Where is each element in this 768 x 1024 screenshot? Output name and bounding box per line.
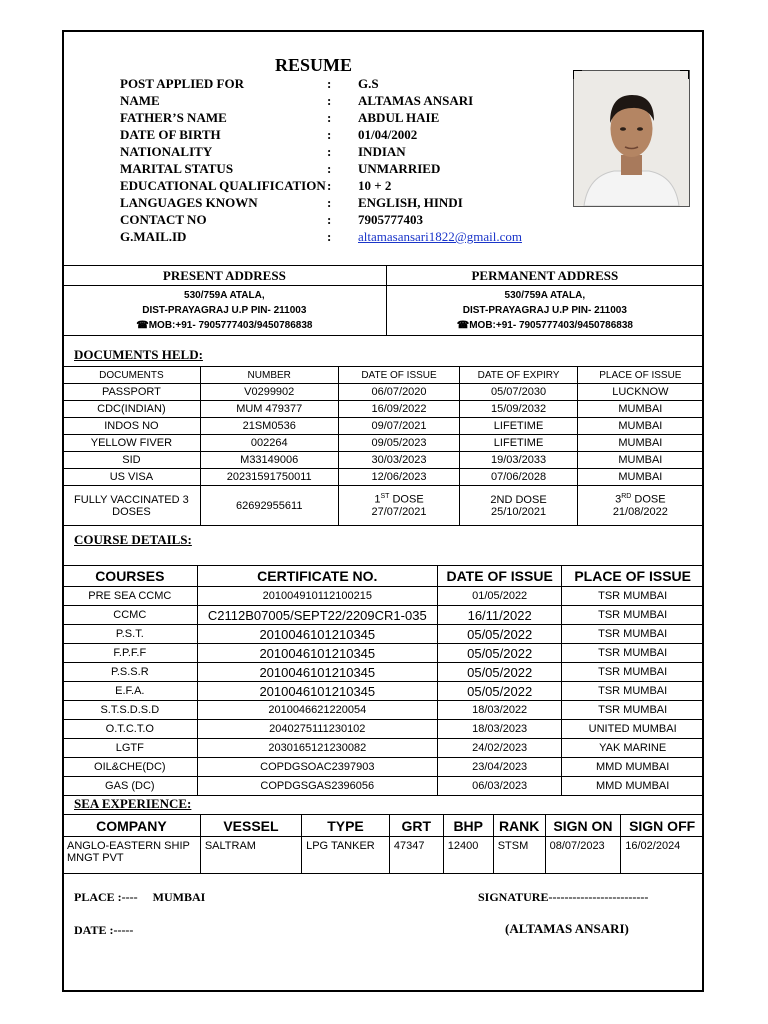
- table-header-cell: DATE OF ISSUE: [437, 566, 561, 587]
- documents-section-title: DOCUMENTS HELD:: [74, 347, 203, 362]
- table-header-cell: GRT: [389, 815, 443, 837]
- table-cell: OIL&CHE(DC): [63, 758, 198, 777]
- present-address-header: PRESENT ADDRESS: [63, 266, 387, 286]
- table-header-cell: RANK: [493, 815, 545, 837]
- table-cell: 12/06/2023: [338, 469, 460, 486]
- photo-corner-mark: [573, 70, 582, 79]
- table-row: [63, 739, 704, 758]
- table-cell: LIFETIME: [460, 435, 577, 452]
- address-table: [62, 265, 704, 336]
- table-cell: 30/03/2023: [338, 452, 460, 469]
- table-header-cell: PLACE OF ISSUE: [562, 566, 704, 587]
- table-cell: 05/05/2022: [437, 625, 561, 644]
- table-cell: 2030165121230082: [197, 739, 437, 758]
- table-cell: 05/05/2022: [437, 663, 561, 682]
- table-cell: 08/07/2023: [545, 837, 621, 874]
- table-cell: TSR MUMBAI: [562, 625, 704, 644]
- table-cell: 06/07/2020: [338, 384, 460, 401]
- table-cell: O.T.C.T.O: [63, 720, 198, 739]
- place-line: PLACE :---- MUMBAI: [74, 890, 206, 904]
- table-header-cell: SIGN OFF: [621, 815, 704, 837]
- table-header-cell: VESSEL: [200, 815, 301, 837]
- table-cell: 2ND DOSE 25/10/2021: [460, 486, 577, 526]
- table-cell: 3RD DOSE 21/08/2022: [577, 486, 703, 526]
- table-cell: M33149006: [200, 452, 338, 469]
- table-cell: INDOS NO: [63, 418, 201, 435]
- field-value: ABDUL HAIE: [358, 110, 440, 125]
- table-cell: 24/02/2023: [437, 739, 561, 758]
- table-cell: 09/07/2021: [338, 418, 460, 435]
- table-cell: C2112B07005/SEPT22/2209CR1-035: [197, 606, 437, 625]
- table-cell: MUMBAI: [577, 469, 703, 486]
- table-cell: TSR MUMBAI: [562, 682, 704, 701]
- field-label: EDUCATIONAL QUALIFICATION: [120, 178, 326, 193]
- table-cell: PRE SEA CCMC: [63, 587, 198, 606]
- table-cell: MMD MUMBAI: [562, 758, 704, 777]
- table-cell: 05/05/2022: [437, 682, 561, 701]
- field-label: CONTACT NO: [120, 212, 207, 227]
- table-cell: 09/05/2023: [338, 435, 460, 452]
- table-cell: TSR MUMBAI: [562, 663, 704, 682]
- table-cell: 16/02/2024: [621, 837, 704, 874]
- field-value: ENGLISH, HINDI: [358, 195, 463, 210]
- table-cell: LIFETIME: [460, 418, 577, 435]
- table-row: [63, 435, 704, 452]
- field-label: POST APPLIED FOR: [120, 76, 245, 91]
- table-cell: LPG TANKER: [302, 837, 390, 874]
- field-value: UNMARRIED: [358, 161, 441, 176]
- table-cell: 2010046101210345: [197, 625, 437, 644]
- field-value: 01/04/2002: [358, 127, 418, 142]
- table-cell: US VISA: [63, 469, 201, 486]
- table-cell: SALTRAM: [200, 837, 301, 874]
- table-cell: 62692955611: [200, 486, 338, 526]
- table-row: [63, 384, 704, 401]
- table-cell: STSM: [493, 837, 545, 874]
- permanent-address: 530/759A ATALA, DIST-PRAYAGRAJ U.P PIN- 211003 ☎MOB:+91- 7905777403/9450786838: [386, 286, 703, 336]
- table-row: [63, 418, 704, 435]
- table-cell: MUMBAI: [577, 435, 703, 452]
- table-cell: 21SM0536: [200, 418, 338, 435]
- field-value: 10 + 2: [358, 178, 392, 193]
- table-row: [63, 663, 704, 682]
- field-label: G.MAIL.ID: [120, 229, 187, 244]
- table-cell: TSR MUMBAI: [562, 606, 704, 625]
- table-header-cell: DATE OF ISSUE: [338, 367, 460, 384]
- email-link[interactable]: altamasansari1822@gmail.com: [358, 229, 522, 244]
- table-header-cell: TYPE: [302, 815, 390, 837]
- table-cell: MUMBAI: [577, 418, 703, 435]
- field-value: 7905777403: [358, 212, 423, 227]
- table-cell: 18/03/2022: [437, 701, 561, 720]
- page-title: RESUME: [275, 55, 353, 75]
- table-row: [63, 777, 704, 796]
- table-cell: 2010046101210345: [197, 682, 437, 701]
- table-header-cell: DOCUMENTS: [63, 367, 201, 384]
- table-row: [63, 587, 704, 606]
- table-cell: FULLY VACCINATED 3 DOSES: [63, 486, 201, 526]
- table-row: [63, 644, 704, 663]
- date-line: DATE :-----: [74, 923, 134, 937]
- table-cell: MUMBAI: [577, 401, 703, 418]
- table-cell: 18/03/2023: [437, 720, 561, 739]
- field-value: ALTAMAS ANSARI: [358, 93, 474, 108]
- phone-icon-line: ☎MOB:+91- 7905777403/9450786838: [456, 320, 633, 331]
- table-header-cell: DATE OF EXPIRY: [460, 367, 577, 384]
- table-cell: 05/07/2030: [460, 384, 577, 401]
- courses-section-title: COURSE DETAILS:: [74, 532, 192, 547]
- table-cell: UNITED MUMBAI: [562, 720, 704, 739]
- sea-experience-section-title: SEA EXPERIENCE:: [74, 796, 192, 811]
- table-row: [63, 469, 704, 486]
- table-cell: TSR MUMBAI: [562, 701, 704, 720]
- table-cell: 16/11/2022: [437, 606, 561, 625]
- table-cell: 07/06/2028: [460, 469, 577, 486]
- field-label: DATE OF BIRTH: [120, 127, 221, 142]
- table-row: [63, 720, 704, 739]
- table-cell: TSR MUMBAI: [562, 644, 704, 663]
- place-value: MUMBAI: [152, 890, 206, 904]
- table-cell: 002264: [200, 435, 338, 452]
- signatory-name: (ALTAMAS ANSARI): [505, 921, 629, 936]
- courses-table: [62, 565, 704, 796]
- table-cell: 201004910112100215: [197, 587, 437, 606]
- table-cell: V0299902: [200, 384, 338, 401]
- table-cell: LGTF: [63, 739, 198, 758]
- documents-table: [62, 366, 704, 526]
- photo-corner-mark: [680, 70, 689, 79]
- table-row: [63, 401, 704, 418]
- table-cell: 16/09/2022: [338, 401, 460, 418]
- table-row: [63, 837, 704, 874]
- table-cell: 12400: [443, 837, 493, 874]
- table-row: [63, 682, 704, 701]
- table-row: [63, 452, 704, 469]
- table-cell: 06/03/2023: [437, 777, 561, 796]
- table-cell: S.T.S.D.S.D: [63, 701, 198, 720]
- table-cell: LUCKNOW: [577, 384, 703, 401]
- table-cell: GAS (DC): [63, 777, 198, 796]
- field-label: FATHER’S NAME: [120, 110, 227, 125]
- table-cell: F.P.F.F: [63, 644, 198, 663]
- table-cell: MMD MUMBAI: [562, 777, 704, 796]
- table-cell: TSR MUMBAI: [562, 587, 704, 606]
- table-cell: 19/03/2033: [460, 452, 577, 469]
- table-cell: CDC(INDIAN): [63, 401, 201, 418]
- field-label: NAME: [120, 93, 160, 108]
- person-portrait-icon: [574, 71, 689, 206]
- table-cell: CCMC: [63, 606, 198, 625]
- table-header-cell: PLACE OF ISSUE: [577, 367, 703, 384]
- present-address: 530/759A ATALA, DIST-PRAYAGRAJ U.P PIN- 211003 ☎MOB:+91- 7905777403/9450786838: [63, 286, 387, 336]
- table-row: [63, 701, 704, 720]
- table-row: [63, 606, 704, 625]
- table-header-cell: COMPANY: [63, 815, 201, 837]
- table-cell: SID: [63, 452, 201, 469]
- permanent-address-header: PERMANENT ADDRESS: [386, 266, 703, 286]
- table-cell: 2040275111230102: [197, 720, 437, 739]
- table-cell: MUMBAI: [577, 452, 703, 469]
- table-cell: E.F.A.: [63, 682, 198, 701]
- field-label: NATIONALITY: [120, 144, 213, 159]
- table-cell: 1ST DOSE 27/07/2021: [338, 486, 460, 526]
- table-cell: 15/09/2032: [460, 401, 577, 418]
- table-cell: 23/04/2023: [437, 758, 561, 777]
- table-cell: 05/05/2022: [437, 644, 561, 663]
- table-cell: COPDGSGAS2396056: [197, 777, 437, 796]
- table-cell: 47347: [389, 837, 443, 874]
- table-row: [63, 486, 704, 526]
- table-cell: YAK MARINE: [562, 739, 704, 758]
- sea-experience-table: [62, 814, 704, 874]
- table-cell: 01/05/2022: [437, 587, 561, 606]
- table-header-cell: CERTIFICATE NO.: [197, 566, 437, 587]
- signature-line: SIGNATURE-------------------------: [478, 890, 649, 904]
- table-header-cell: NUMBER: [200, 367, 338, 384]
- table-cell: 2010046621220054: [197, 701, 437, 720]
- profile-photo: [573, 70, 690, 207]
- table-cell: P.S.S.R: [63, 663, 198, 682]
- field-value: INDIAN: [358, 144, 406, 159]
- field-label: LANGUAGES KNOWN: [120, 195, 258, 210]
- table-header-cell: BHP: [443, 815, 493, 837]
- table-cell: P.S.T.: [63, 625, 198, 644]
- table-header-cell: COURSES: [63, 566, 198, 587]
- table-cell: 2010046101210345: [197, 663, 437, 682]
- table-cell: 20231591750011: [200, 469, 338, 486]
- table-cell: 2010046101210345: [197, 644, 437, 663]
- table-cell: YELLOW FIVER: [63, 435, 201, 452]
- table-cell: COPDGSOAC2397903: [197, 758, 437, 777]
- field-label: MARITAL STATUS: [120, 161, 234, 176]
- table-row: [63, 758, 704, 777]
- table-cell: ANGLO-EASTERN SHIP MNGT PVT: [63, 837, 201, 874]
- table-header-cell: SIGN ON: [545, 815, 621, 837]
- phone-icon-line: ☎MOB:+91- 7905777403/9450786838: [136, 320, 313, 331]
- table-cell: PASSPORT: [63, 384, 201, 401]
- table-cell: MUM 479377: [200, 401, 338, 418]
- table-row: [63, 625, 704, 644]
- field-value: G.S: [358, 76, 379, 91]
